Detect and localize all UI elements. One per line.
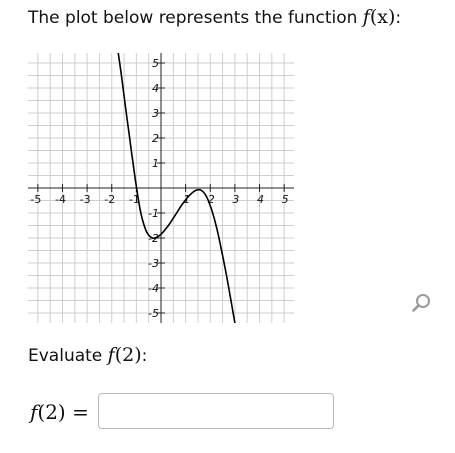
x-tick-label: -4 <box>54 193 66 206</box>
x-tick-label: 2 <box>207 193 215 206</box>
y-tick-label: 1 <box>152 157 159 170</box>
y-tick-label: 5 <box>152 57 159 70</box>
answer-label <box>30 400 89 424</box>
magnifier-icon[interactable] <box>410 292 434 316</box>
y-tick-label: 3 <box>152 107 159 120</box>
answer-function-name: f <box>30 400 38 424</box>
answer-equals: = <box>72 400 89 424</box>
evaluate-colon: : <box>141 346 148 366</box>
y-tick-label: -4 <box>148 282 159 295</box>
x-tick-label: -3 <box>79 193 91 206</box>
x-tick-label: 5 <box>281 193 289 206</box>
answer-function-arg: (2) <box>37 400 66 424</box>
y-tick-label: -3 <box>148 257 159 270</box>
evaluate-function <box>108 344 142 366</box>
x-tick-label: -5 <box>30 193 42 206</box>
x-tick-label: -2 <box>104 193 116 206</box>
y-tick-label: 4 <box>152 82 159 95</box>
x-tick-label: 3 <box>232 193 240 206</box>
evaluate-prompt <box>28 344 147 367</box>
x-tick-label: 1 <box>183 193 191 206</box>
x-tick-label: 4 <box>257 193 265 206</box>
evaluate-function-name: f <box>107 344 115 366</box>
y-tick-label: -5 <box>148 307 159 320</box>
function-curve <box>118 51 235 324</box>
evaluate-function-arg: (2) <box>114 344 142 366</box>
x-tick-label: -1 <box>128 193 140 206</box>
question-function-name: f <box>362 6 370 28</box>
y-tick-label: 2 <box>152 132 159 145</box>
question-colon: : <box>395 8 402 28</box>
question-function-arg: (x) <box>369 6 396 28</box>
y-tick-label: -1 <box>148 207 159 220</box>
y-tick-label: -2 <box>148 232 159 245</box>
evaluate-text: Evaluate <box>28 346 108 366</box>
question-text: The plot below represents the function <box>28 8 363 28</box>
answer-input[interactable] <box>98 393 334 429</box>
